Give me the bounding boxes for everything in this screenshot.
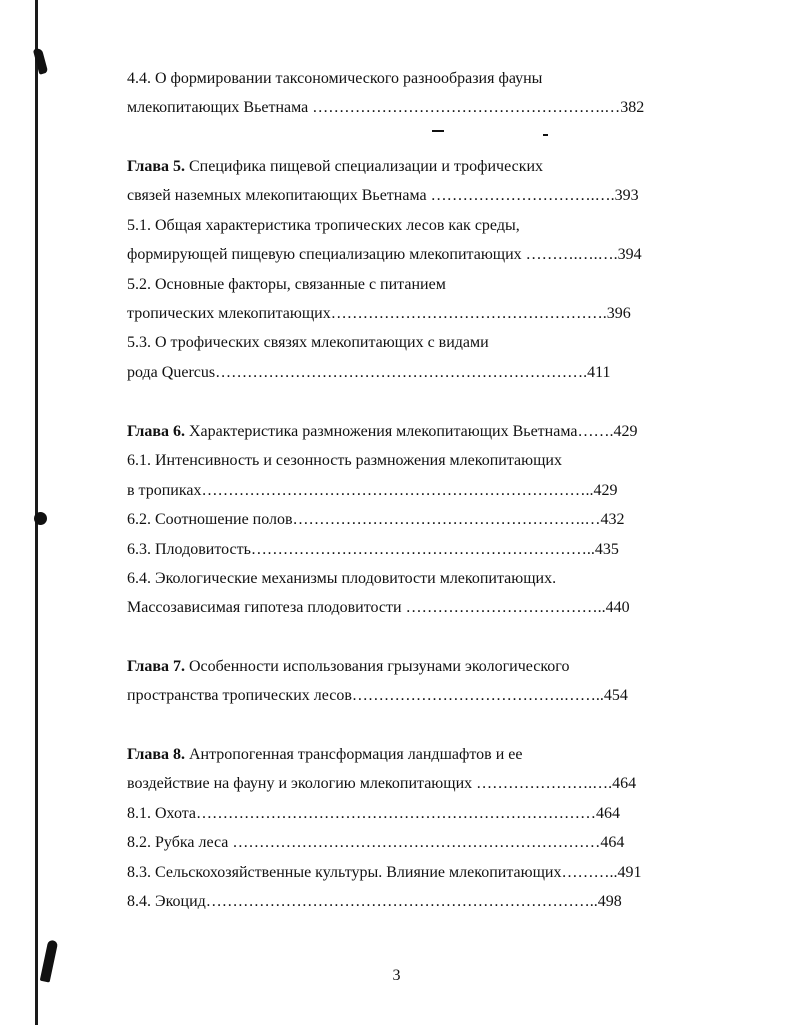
toc-entry-line: в тропиках………………………………………………………………..429 xyxy=(127,482,618,499)
toc-entry-line: 8.1. Охота…………………………………………………………………464 xyxy=(127,805,621,822)
chapter-label: Глава 8. xyxy=(127,746,185,763)
toc-entry-line: 5.2. Основные факторы, связанные с питанием xyxy=(127,276,446,293)
chapter-label: Глава 5. xyxy=(127,158,185,175)
chapter-label: Глава 7. xyxy=(127,658,185,675)
toc-entry-line: 8.2. Рубка леса ……………………………………………………………464 xyxy=(127,834,625,851)
toc-chapter-line: Глава 5. Специфика пищевой специализации и трофических xyxy=(127,158,544,175)
toc-chapter-line: Глава 7. Особенности использования грызунами экологического xyxy=(127,658,570,675)
toc-entry-line: 6.1. Интенсивность и сезонность размножения млекопитающих xyxy=(127,452,562,469)
toc-entry-line: 5.3. О трофических связях млекопитающих с видами xyxy=(127,334,489,351)
page-number: 3 xyxy=(392,967,401,984)
chapter-label: Глава 6. xyxy=(127,423,185,440)
scan-speck xyxy=(543,134,548,136)
toc-entry-line: 5.1. Общая характеристика тропических лесов как среды, xyxy=(127,217,520,234)
toc-entry-line: Массозависимая гипотеза плодовитости ………………………………..440 xyxy=(127,599,630,616)
toc-entry-line: 8.3. Сельскохозяйственные культуры. Влияние млекопитающих………..491 xyxy=(127,864,642,881)
toc-entry-line: 8.4. Экоцид………………………………………………………………..498 xyxy=(127,893,622,910)
toc-entry-line: формирующей пищевую специализацию млекопитающих ……….….….394 xyxy=(127,246,642,263)
toc-entry-line: тропических млекопитающих…………………………………………….396 xyxy=(127,305,631,322)
toc-entry-line: млекопитающих Вьетнама ……………………………………………….…382 xyxy=(127,99,645,116)
toc-entry-line: связей наземных млекопитающих Вьетнама ………………………….….393 xyxy=(127,187,639,204)
toc-entry-line: 4.4. О формировании таксономического разнообразия фауны xyxy=(127,70,543,87)
toc-chapter-line: Глава 8. Антропогенная трансформация ландшафтов и ее xyxy=(127,746,523,763)
toc-entry-line: пространства тропических лесов………………………………….……..454 xyxy=(127,687,628,704)
punch-hole-mark xyxy=(34,512,47,525)
toc-entry-line: рода Quercus…………………………………………………………….411 xyxy=(127,364,611,381)
scan-speck xyxy=(432,130,444,132)
toc-entry-line: 6.3. Плодовитость………………………………………………………..435 xyxy=(127,541,619,558)
toc-chapter-line: Глава 6. Характеристика размножения млекопитающих Вьетнама…….429 xyxy=(127,423,638,440)
toc-entry-line: 6.2. Соотношение полов……………………………………………….…432 xyxy=(127,511,625,528)
toc-entry-line: 6.4. Экологические механизмы плодовитости млекопитающих. xyxy=(127,570,557,587)
toc-entry-line: воздействие на фауну и экологию млекопитающих ………………….….464 xyxy=(127,775,637,792)
